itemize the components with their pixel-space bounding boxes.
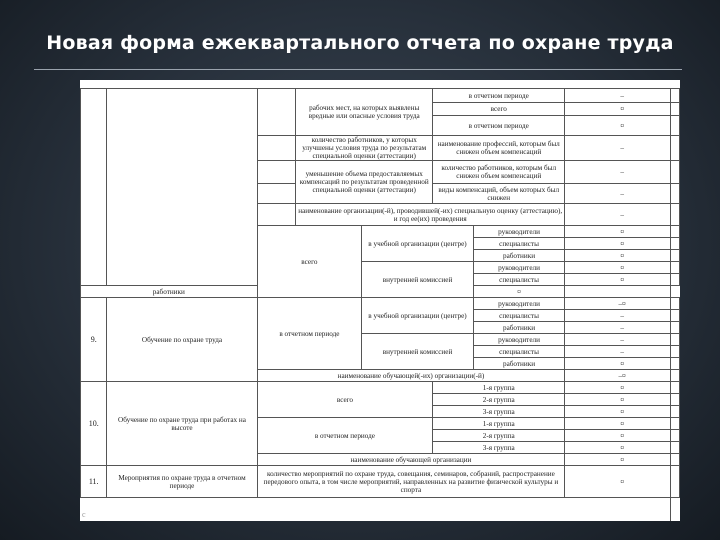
value-cell: ¤ [473,286,564,298]
value-cell: ¤ [565,430,680,442]
table-row [81,89,680,103]
managers-label: руководители [473,298,564,310]
value-cell: ¤ [565,358,680,370]
value-cell: – [565,136,680,161]
training-org-label: наименование обучающей(-их) организации(-й) [257,370,565,382]
height-training-title: Обучение по охране труда при работах на высоте [107,382,257,466]
assessment-org-label: наименование организации(-й), проводившей(-их) специальную оценку (аттестацию), и год ее(их) проведения [296,204,565,226]
value-cell: ¤ [565,262,680,274]
total-label: всего [257,382,433,418]
workers-label: работники [81,286,258,298]
row-number: 11. [81,466,107,498]
managers-label: руководители [473,226,564,238]
period-label: в отчетном периоде [433,89,565,103]
managers-label: руководители [473,334,564,346]
internal-label: внутренней комиссией [362,334,474,370]
edu-org-label: в учебной организации (центре) [362,226,474,262]
value-cell: ¤ [565,250,680,262]
group2-label: 2-я группа [433,394,565,406]
stray-mark: с [82,510,86,519]
value-cell: – [565,322,680,334]
group2-label: 2-я группа [433,430,565,442]
row-number: 10. [81,382,107,466]
group1-label: 1-я группа [433,382,565,394]
table-row [81,298,680,310]
value-cell: ¤ [565,382,680,394]
period-label: в отчетном периоде [257,298,362,370]
height-training-org-label: наименование обучающей организации [257,454,565,466]
workplaces-label: рабочих мест, на которых выявлены вредные или опасные условия труда [296,89,433,136]
workers-improved-label: количество работников, у которых улучшены условия труда по результатам специальной оценки (аттестации) [296,136,433,161]
professions-label: наименование профессий, которым был снижен объем компенсаций [433,136,565,161]
value-cell: –¤ [565,370,680,382]
value-cell: ¤ [565,238,680,250]
specialists-label: специалисты [473,310,564,322]
value-cell: ¤ [565,116,680,136]
total-label: всего [257,226,362,298]
group1-label: 1-я группа [433,418,565,430]
period-label: в отчетном периоде [257,418,433,454]
value-cell: ¤ [565,406,680,418]
slide-title: Новая форма ежеквартального отчета по охране труда [46,32,674,54]
title-divider [34,69,682,70]
report-form-document [80,80,680,521]
page-edge-column [670,88,680,521]
value-cell: ¤ [565,442,680,454]
group3-label: 3-я группа [433,442,565,454]
value-cell: ¤ [565,466,680,498]
value-cell: – [565,204,680,226]
reduction-label: уменьшение объема предоставляемых компенсаций по результатам проведенной специальной оценки (аттестации) [296,161,433,204]
row-number: 9. [81,298,107,382]
specialists-label: специалисты [473,346,564,358]
training-title: Обучение по охране труда [107,298,257,382]
value-cell: ¤ [565,274,680,286]
period-label: в отчетном периоде [433,116,565,136]
internal-label: внутренней комиссией [362,262,474,298]
specialists-label: специалисты [473,274,564,286]
value-cell: ¤ [565,103,680,116]
workers-reduced-label: количество работников, которым был снижен объем компенсаций [433,161,565,184]
edu-org-label: в учебной организации (центре) [362,298,474,334]
table-row [81,382,680,394]
value-cell: – [565,161,680,184]
table-row [81,466,680,498]
value-cell: ¤ [565,394,680,406]
managers-label: руководители [473,262,564,274]
workers-label: работники [473,322,564,334]
value-cell: – [565,310,680,322]
report-form-table [80,88,680,498]
value-cell: – [565,334,680,346]
total-label: всего [433,103,565,116]
specialists-label: специалисты [473,238,564,250]
value-cell: –¤ [565,298,680,310]
workers-label: работники [473,250,564,262]
value-cell: ¤ [565,454,680,466]
measures-title: Мероприятия по охране труда в отчетном периоде [107,466,257,498]
workers-label: работники [473,358,564,370]
comp-types-label: виды компенсаций, объем которых был снижен [433,184,565,204]
value-cell: – [565,346,680,358]
group3-label: 3-я группа [433,406,565,418]
events-label: количество мероприятий по охране труда, совещания, семинаров, собраний, распространение передового опыта, в том числе мероприятий, направленных на развитие физической культуры и спорта [257,466,565,498]
value-cell: ¤ [565,418,680,430]
value-cell: ¤ [565,226,680,238]
value-cell: – [565,89,680,103]
value-cell: – [565,184,680,204]
